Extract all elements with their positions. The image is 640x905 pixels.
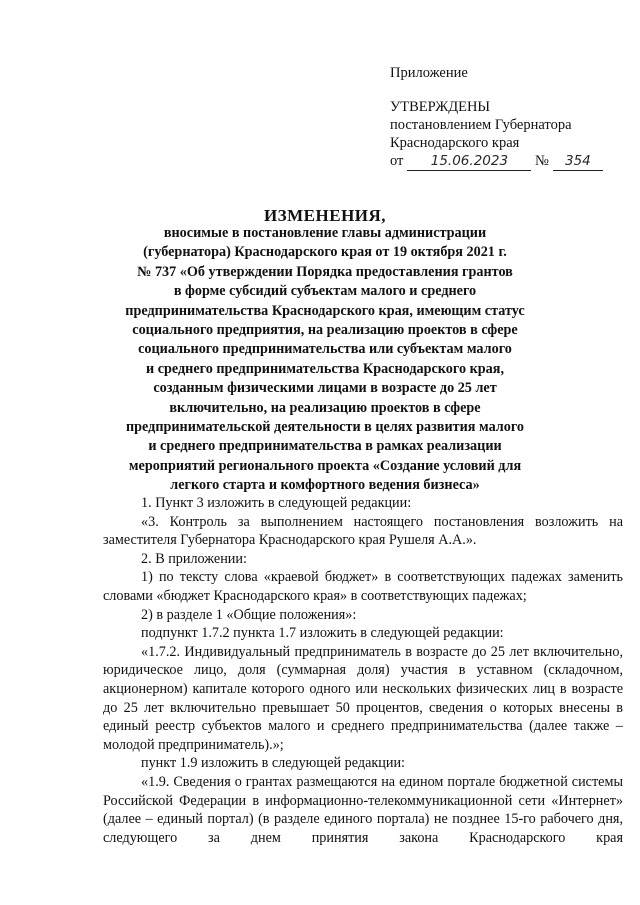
number-sign: №: [535, 153, 549, 169]
subtitle-line: мероприятий регионального проекта «Создание условий для: [128, 457, 522, 474]
approval-line-1: постановлением Губернатора: [390, 117, 572, 133]
approval-block: [390, 64, 603, 171]
subtitle-line: и среднего предпринимательства Краснодарского края,: [145, 360, 504, 377]
paragraph-point-1-9: пункт 1.9 изложить в следующей редакции:: [141, 755, 405, 772]
from-prefix: от: [390, 153, 404, 169]
paragraph-text-1-9: «1.9. Сведения о грантах размещаются на едином портале бюджетной системы Российской Федерации в информационно-телекоммуникационной сети «Интернет» (далее – единый портал) (в разделе единого портала) не позднее 15-го рабочего дня, следующего за днем принятия закона Краснодарского края: [103, 773, 623, 846]
subtitle-line: и среднего предпринимательства в рамках реализации: [148, 438, 502, 455]
approval-date-number: [390, 152, 603, 171]
paragraph-subitem-2: 2) в разделе 1 «Общие положения»:: [141, 606, 357, 623]
subtitle-line: созданным физическими лицами в возрасте до 25 лет: [153, 380, 497, 397]
subtitle-line: (губернатора) Краснодарского края от 19 октября 2021 г.: [143, 244, 507, 261]
subtitle-line: социального предпринимательства или субъектам малого: [138, 341, 512, 358]
subtitle-line: социального предприятия, на реализацию проектов в сфере: [132, 322, 518, 339]
appendix-label: Приложение: [390, 65, 468, 81]
handwritten-number: 354: [564, 153, 591, 169]
approved-label: УТВЕРЖДЕНЫ: [390, 99, 491, 115]
paragraph-item-2: 2. В приложении:: [141, 550, 247, 567]
subtitle-line: включительно, на реализацию проектов в сфере: [169, 399, 481, 416]
paragraph-item-3-text: «3. Контроль за выполнением настоящего постановления возложить на заместителя Губернатора Краснодарского края Рушеля А.А.».: [103, 513, 623, 549]
paragraph-subitem-1: 1) по тексту слова «краевой бюджет» в соответствующих падежах заменить словами «бюджет Краснодарского края» в соответствующих падежах;: [103, 569, 623, 604]
subtitle-line: вносимые в постановление главы администрации: [163, 225, 487, 241]
subtitle-line: № 737 «Об утверждении Порядка предоставления грантов: [137, 263, 513, 280]
subtitle-line: легкого старта и комфортного ведения бизнеса»: [170, 477, 480, 494]
handwritten-date: 15.06.2023: [430, 153, 509, 169]
document-title: ИЗМЕНЕНИЯ,: [263, 206, 387, 225]
document-body: [103, 494, 623, 847]
approval-line-2: Краснодарского края: [390, 135, 520, 151]
document-subtitle: [120, 224, 530, 496]
paragraph-text-1-7-2: «1.7.2. Индивидуальный предприниматель в возрасте до 25 лет включительно, юридическое лицо, доля (суммарная доля) участия в уставном (складочном, акционерном) капитале которого одного или нескольких физических лиц в возрасте до 25 лет включительно превышает 50 процентов, сведения о которых внесены в единый реестр субъектов малого и среднего предпринимательства (далее также – молодой предприниматель).»;: [103, 643, 623, 753]
paragraph-item-1: 1. Пункт 3 изложить в следующей редакции:: [141, 495, 412, 511]
subtitle-line: предпринимательства Краснодарского края, имеющим статус: [125, 302, 525, 319]
subtitle-line: в форме субсидий субъектам малого и среднего: [173, 283, 477, 300]
paragraph-subpoint-1-7-2: подпункт 1.7.2 пункта 1.7 изложить в следующей редакции:: [141, 625, 504, 642]
subtitle-line: предпринимательской деятельности в целях развития малого: [125, 419, 525, 436]
